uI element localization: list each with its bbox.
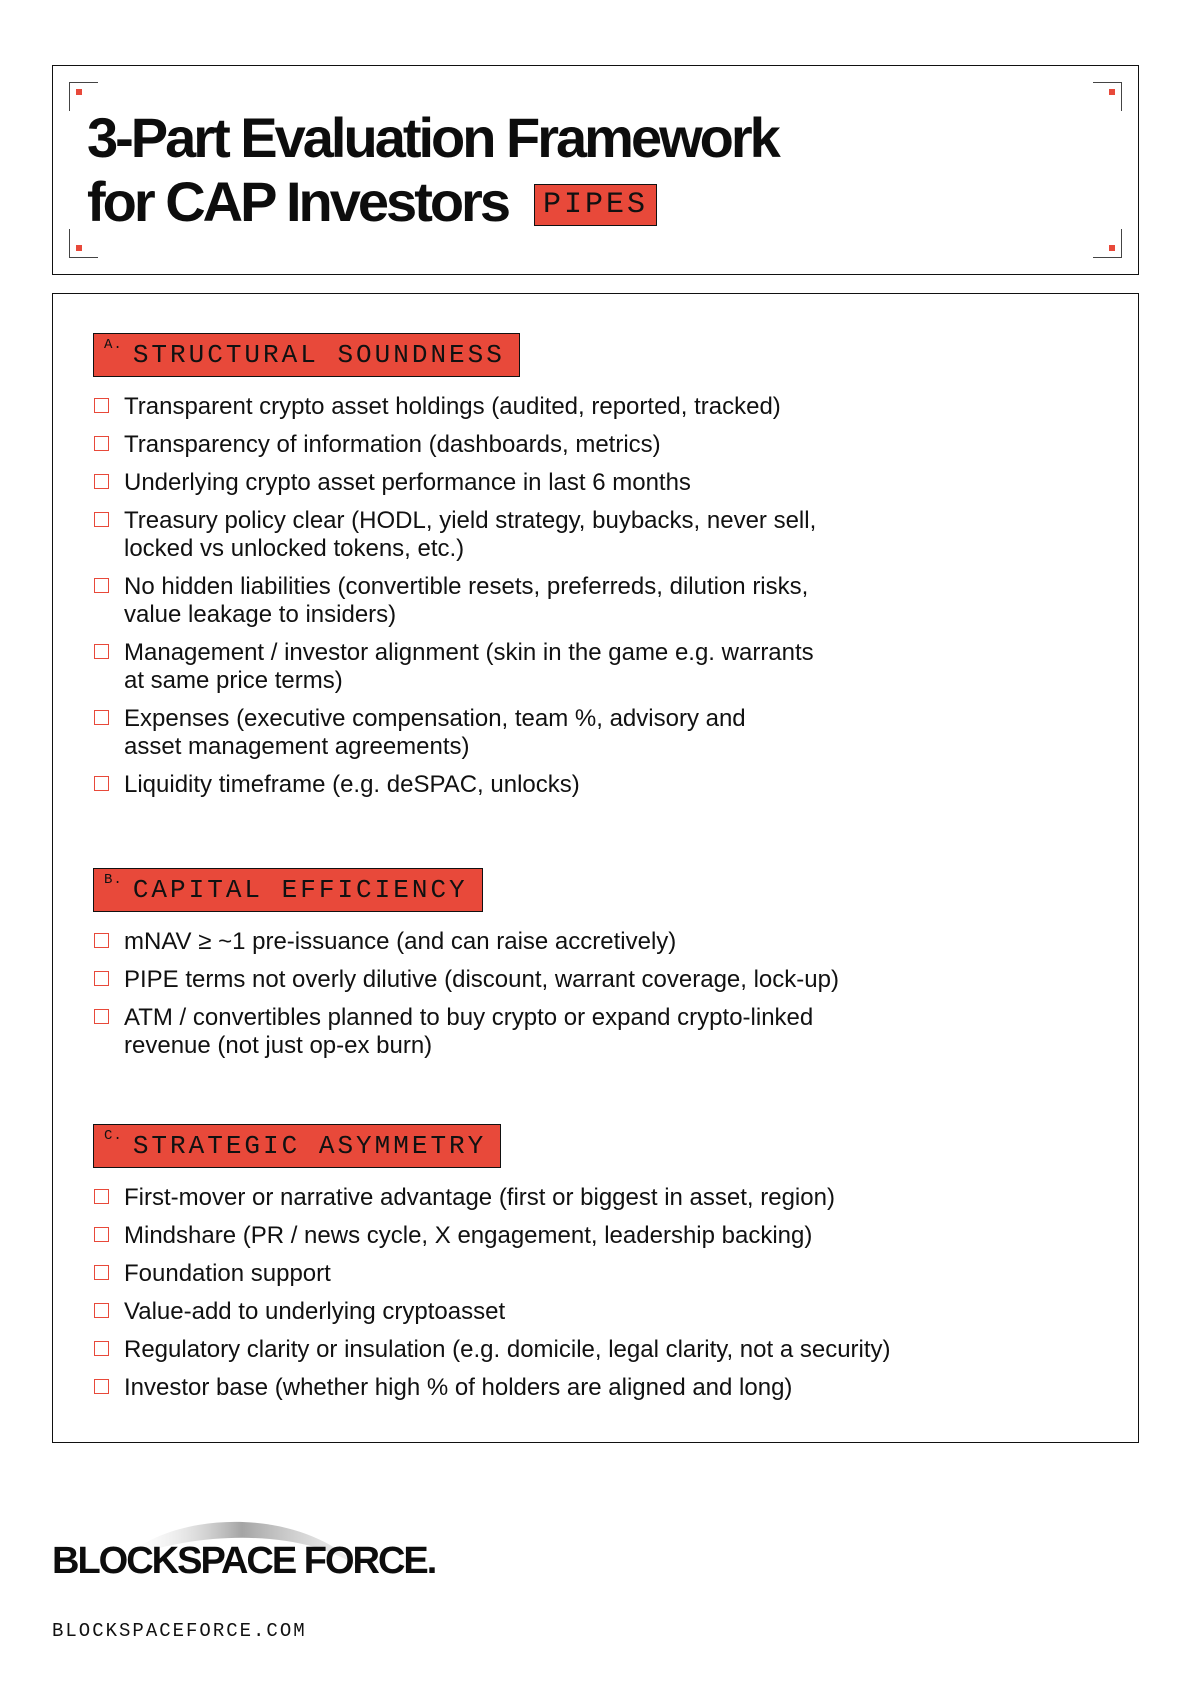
corner-bracket-icon — [1093, 229, 1122, 258]
checkbox[interactable] — [94, 398, 109, 413]
list-item — [93, 1336, 1093, 1364]
section-letter: B. — [104, 872, 123, 888]
checkbox[interactable] — [94, 1265, 109, 1280]
list-item — [93, 928, 1093, 956]
item-text-continued: value leakage to insiders) — [124, 601, 397, 628]
list-item — [93, 1184, 1093, 1212]
list-item — [93, 966, 1093, 994]
section-capital-efficiency — [93, 868, 1093, 1070]
list-item — [93, 705, 1093, 761]
item-text: Investor base (whether high % of holders are aligned and long) — [124, 1374, 793, 1401]
item-text: Value-add to underlying cryptoasset — [124, 1298, 506, 1325]
website-url[interactable]: BLOCKSPACEFORCE.COM — [52, 1620, 307, 1642]
item-text-continued: revenue (not just op-ex burn) — [124, 1032, 433, 1059]
list-item — [93, 1298, 1093, 1326]
item-text: Treasury policy clear (HODL, yield strategy, buybacks, never sell, — [124, 507, 817, 534]
checkbox[interactable] — [94, 933, 109, 948]
section-structural-soundness — [93, 333, 1093, 809]
section-letter: C. — [104, 1128, 123, 1144]
pipes-tag: PIPES — [534, 184, 657, 226]
item-text-continued: at same price terms) — [124, 667, 343, 694]
item-text: Regulatory clarity or insulation (e.g. domicile, legal clarity, not a security) — [124, 1336, 891, 1363]
item-text: Transparency of information (dashboards, metrics) — [124, 431, 661, 458]
item-text: Transparent crypto asset holdings (audited, reported, tracked) — [124, 393, 781, 420]
section-letter: A. — [104, 337, 123, 353]
title-line-2-text: for CAP Investors — [87, 170, 508, 233]
item-text: First-mover or narrative advantage (first or biggest in asset, region) — [124, 1184, 835, 1211]
list-item — [93, 1260, 1093, 1288]
list-item — [93, 639, 1093, 695]
checkbox[interactable] — [94, 971, 109, 986]
checkbox[interactable] — [94, 776, 109, 791]
checklist — [93, 1184, 1093, 1402]
section-header — [93, 1124, 501, 1168]
list-item — [93, 1222, 1093, 1250]
list-item — [93, 431, 1093, 459]
checkbox[interactable] — [94, 1303, 109, 1318]
item-text: Management / investor alignment (skin in the game e.g. warrants — [124, 639, 814, 666]
section-strategic-asymmetry — [93, 1124, 1093, 1412]
checkbox[interactable] — [94, 644, 109, 659]
item-text-continued: asset management agreements) — [124, 733, 470, 760]
list-item — [93, 771, 1093, 799]
title-line-1: 3-Part Evaluation Framework — [87, 106, 778, 169]
item-text: Expenses (executive compensation, team %, advisory and — [124, 705, 746, 732]
list-item — [93, 469, 1093, 497]
checkbox[interactable] — [94, 1009, 109, 1024]
footer — [52, 1510, 472, 1660]
section-title: STRUCTURAL SOUNDNESS — [132, 340, 505, 370]
item-text: Liquidity timeframe (e.g. deSPAC, unlocks) — [124, 771, 580, 798]
section-header — [93, 868, 483, 912]
page-title — [87, 106, 778, 234]
checkbox[interactable] — [94, 710, 109, 725]
brand-logo: BLOCKSPACE FORCE. — [52, 1540, 436, 1582]
corner-bracket-icon — [1093, 82, 1122, 111]
item-text: mNAV ≥ ~1 pre-issuance (and can raise accretively) — [124, 928, 677, 955]
item-text: No hidden liabilities (convertible resets, preferreds, dilution risks, — [124, 573, 809, 600]
title-card — [52, 65, 1139, 275]
section-header — [93, 333, 520, 377]
checkbox[interactable] — [94, 1227, 109, 1242]
title-line-2 — [87, 170, 778, 234]
list-item — [93, 393, 1093, 421]
checkbox[interactable] — [94, 1341, 109, 1356]
item-text-continued: locked vs unlocked tokens, etc.) — [124, 535, 465, 562]
item-text: Mindshare (PR / news cycle, X engagement, leadership backing) — [124, 1222, 813, 1249]
checklist-panel — [52, 293, 1139, 1443]
section-title: CAPITAL EFFICIENCY — [132, 875, 468, 905]
checkbox[interactable] — [94, 1189, 109, 1204]
section-title: STRATEGIC ASYMMETRY — [132, 1131, 487, 1161]
list-item — [93, 573, 1093, 629]
item-text: Foundation support — [124, 1260, 331, 1287]
list-item — [93, 1004, 1093, 1060]
checkbox[interactable] — [94, 512, 109, 527]
checkbox[interactable] — [94, 578, 109, 593]
checklist — [93, 393, 1093, 799]
item-text: ATM / convertibles planned to buy crypto or expand crypto-linked — [124, 1004, 814, 1031]
list-item — [93, 1374, 1093, 1402]
checkbox[interactable] — [94, 1379, 109, 1394]
item-text: Underlying crypto asset performance in last 6 months — [124, 469, 691, 496]
checkbox[interactable] — [94, 474, 109, 489]
checkbox[interactable] — [94, 436, 109, 451]
list-item — [93, 507, 1093, 563]
checklist — [93, 928, 1093, 1060]
item-text: PIPE terms not overly dilutive (discount, warrant coverage, lock-up) — [124, 966, 839, 993]
